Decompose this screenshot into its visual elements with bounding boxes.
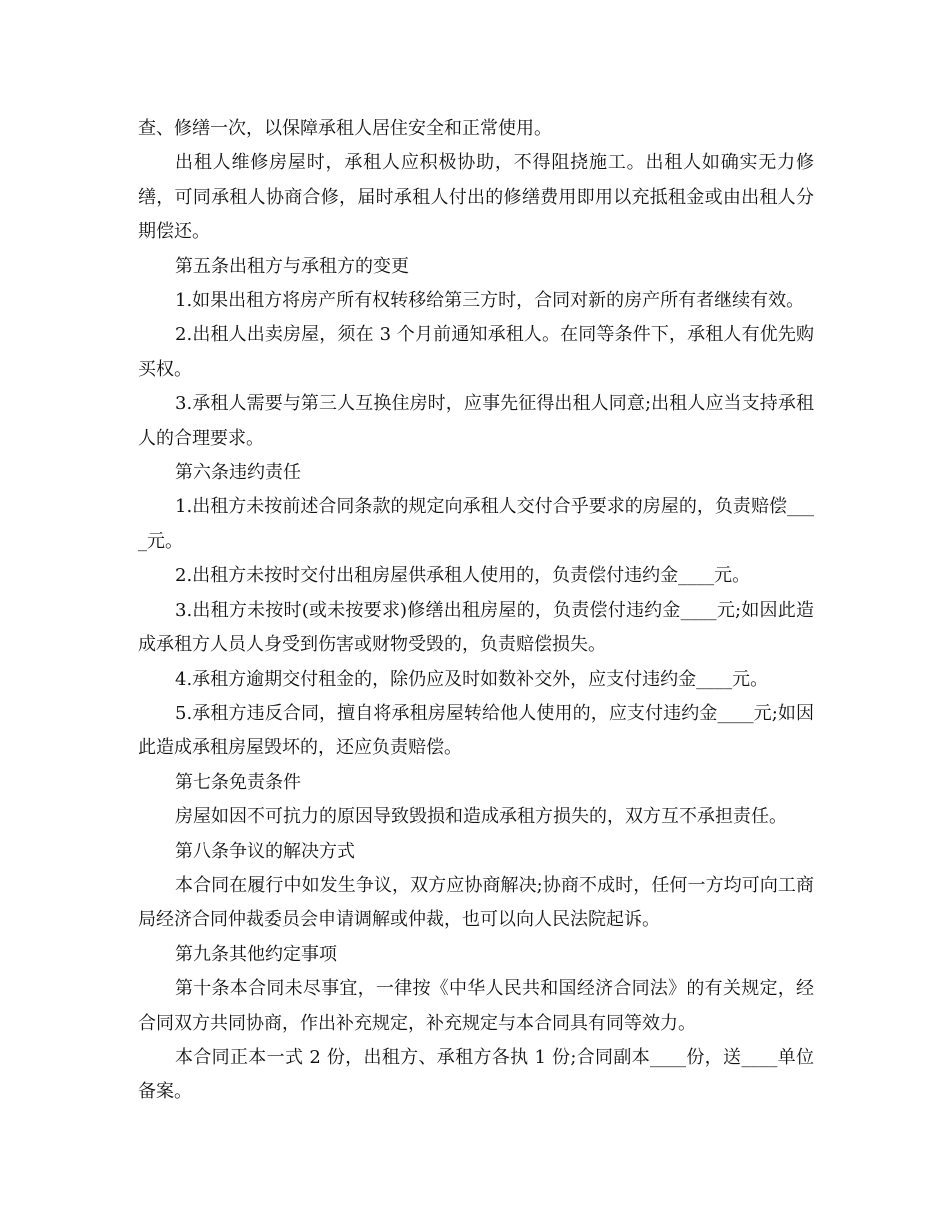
copies-paragraph: 本合同正本一式 2 份，出租方、承租方各执 1 份;合同副本____份，送____单位备案。: [138, 1046, 814, 1103]
article-5-item-2: 2.出租人出卖房屋，须在 3 个月前通知承租人。在同等条件下，承租人有优先购买权。: [138, 324, 814, 380]
continued-paragraph: 查、修缮一次，以保障承租人居住安全和正常使用。: [138, 118, 552, 139]
article-6-item-3: 3.出租方未按时(或未按要求)修缮出租房屋的，负责偿付违约金____元;如因此造成承租方人员人身受到伤害或财物受毁的，负责赔偿损失。: [138, 599, 814, 656]
article-5-heading: 第五条出租方与承租方的变更: [175, 255, 409, 277]
article-9-heading: 第九条其他约定事项: [175, 943, 337, 965]
article-6-item-4: 4.承租方逾期交付租金的，除仍应及时如数补交外，应支付违约金____元。: [175, 668, 769, 690]
article-6-item-2: 2.出租方未按时交付出租房屋供承租人使用的，负责偿付违约金____元。: [175, 565, 751, 587]
article-6-item-1: 1.出租方未按前述合同条款的规定向承租人交付合乎要求的房屋的，负责赔偿____元。: [138, 496, 814, 552]
paragraph-repair-cooperation: 出租人维修房屋时，承租人应积极协助，不得阻挠施工。出租人如确实无力修缮，可同承租人协商合修，届时承租人付出的修缮费用即用以充抵租金或由出租人分期偿还。: [138, 152, 814, 243]
article-10-body: 第十条本合同未尽事宜，一律按《中华人民共和国经济合同法》的有关规定，经合同双方共同协商，作出补充规定，补充规定与本合同具有同等效力。: [138, 978, 814, 1034]
article-8-body: 本合同在履行中如发生争议，双方应协商解决;协商不成时，任何一方均可向工商局经济合同仲裁委员会申请调解或仲裁，也可以向人民法院起诉。: [138, 874, 814, 931]
article-8-heading: 第八条争议的解决方式: [175, 840, 355, 862]
article-7-body: 房屋如因不可抗力的原因导致毁损和造成承租方损失的，双方互不承担责任。: [175, 806, 787, 828]
article-5-item-3: 3.承租人需要与第三人互换住房时，应事先征得出租人同意;出租人应当支持承租人的合理要求。: [138, 393, 814, 449]
article-7-heading: 第七条免责条件: [175, 771, 301, 793]
document-body: [138, 112, 814, 1110]
article-5-item-1: 1.如果出租方将房产所有权转移给第三方时，合同对新的房产所有者继续有效。: [175, 290, 805, 312]
article-6-item-5: 5.承租方违反合同，擅自将承租房屋转给他人使用的，应支付违约金____元;如因此造成承租房屋毁坏的，还应负责赔偿。: [138, 702, 814, 759]
article-6-heading: 第六条违约责任: [175, 462, 301, 484]
